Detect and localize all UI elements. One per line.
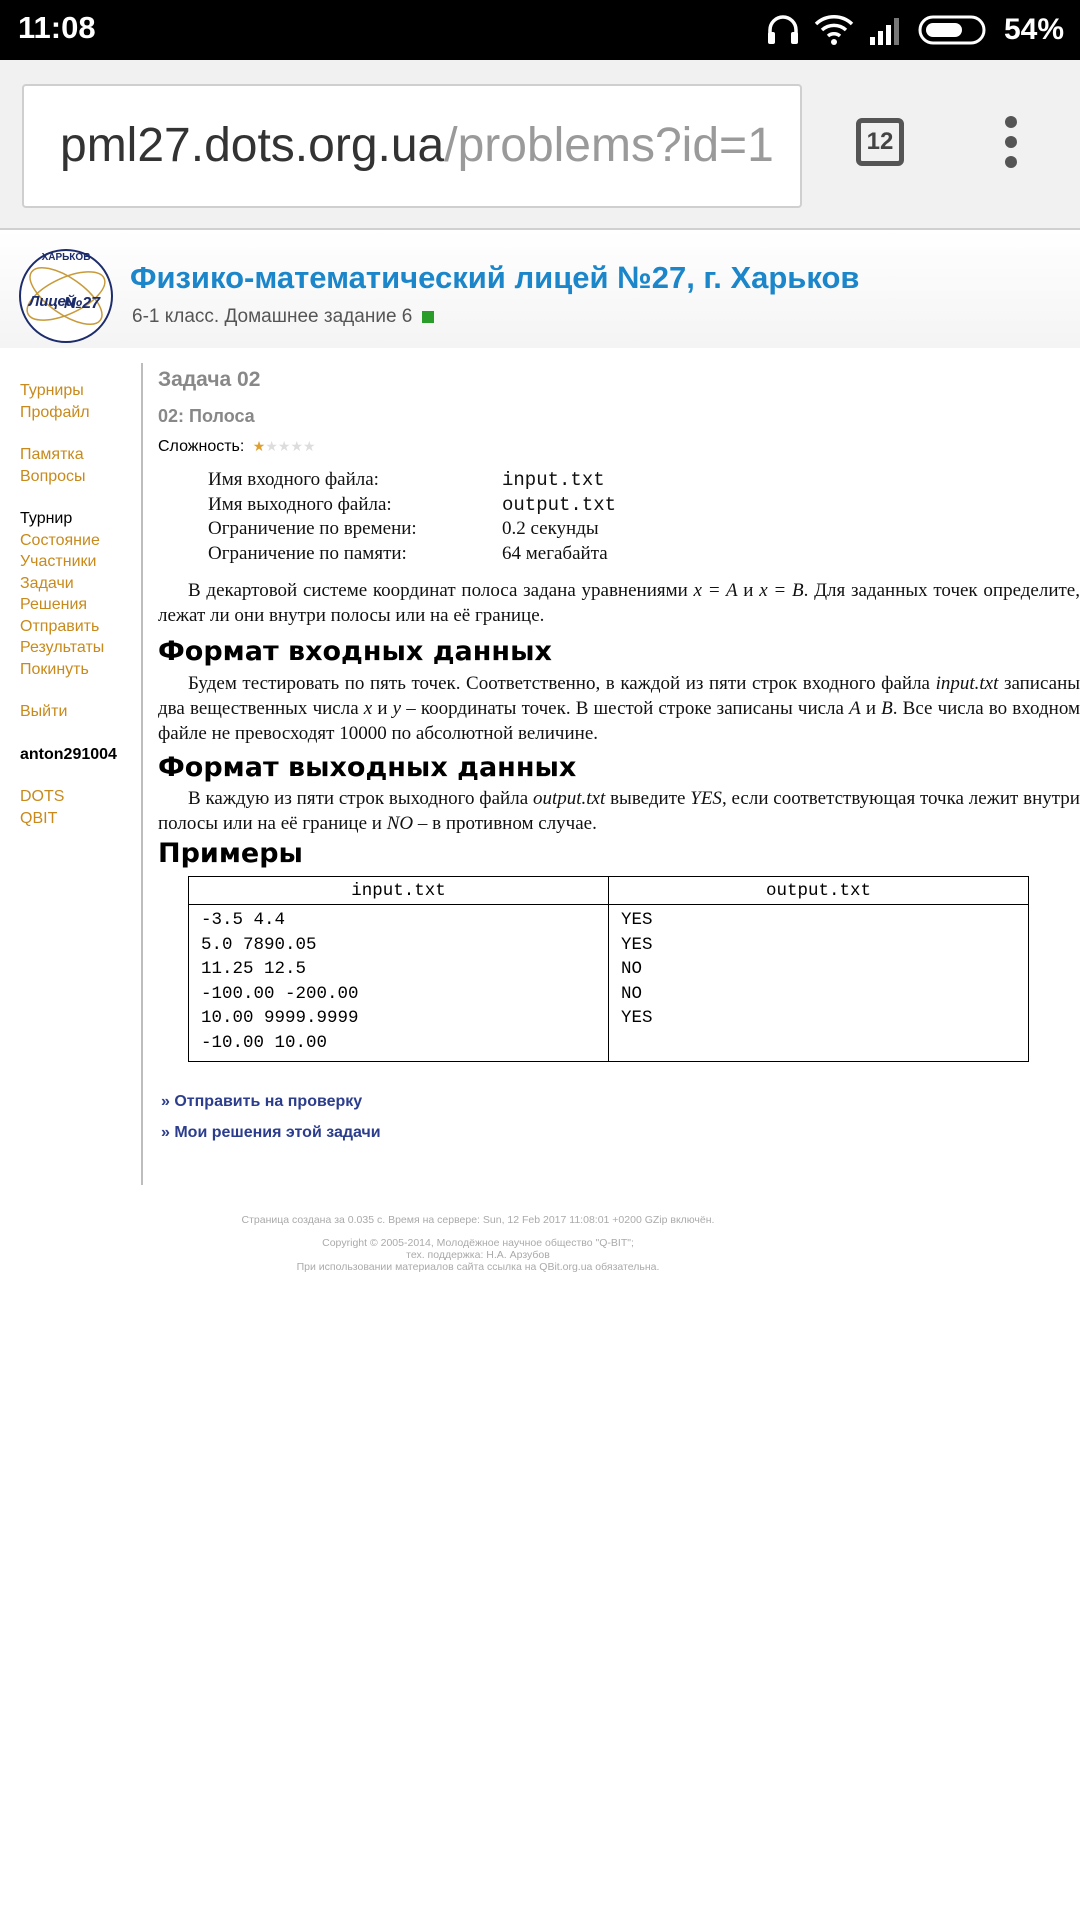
problem-title: Задача 02 bbox=[158, 368, 261, 391]
tab-switcher-button[interactable]: 12 bbox=[856, 118, 904, 166]
param-key: Имя входного файла: bbox=[208, 469, 379, 490]
sidebar-item-problems[interactable]: Задачи bbox=[20, 574, 74, 592]
examples-header-input: input.txt bbox=[189, 877, 609, 905]
table-row bbox=[189, 905, 1029, 1062]
battery-icon bbox=[918, 14, 990, 46]
battery-percent: 54% bbox=[1003, 13, 1064, 46]
sidebar-item-profile[interactable]: Профайл bbox=[20, 403, 90, 421]
output-format-heading: Формат выходных данных bbox=[158, 752, 577, 783]
param-key: Ограничение по памяти: bbox=[208, 542, 407, 564]
submit-solution-link[interactable]: » Отправить на проверку bbox=[161, 1093, 363, 1110]
sidebar-item-participants[interactable]: Участники bbox=[20, 553, 97, 570]
logo-top-text: ХАРЬКОВ bbox=[41, 252, 91, 263]
param-value: output.txt bbox=[502, 493, 617, 516]
param-value: 64 мегабайта bbox=[502, 542, 608, 564]
input-format-heading: Формат входных данных bbox=[158, 636, 552, 667]
logo-main-text: Лицей bbox=[28, 293, 76, 310]
signal-icon bbox=[868, 15, 904, 45]
sidebar-item-questions[interactable]: Вопросы bbox=[20, 467, 86, 485]
sidebar-item-status[interactable]: Состояние bbox=[20, 531, 100, 549]
examples-input-cell: -3.5 4.4 5.0 7890.05 11.25 12.5 -100.00 -200.00 10.00 9999.9999 -10.00 10.00 bbox=[189, 905, 609, 1062]
param-value: 0.2 секунды bbox=[502, 518, 599, 539]
sidebar-item-logout[interactable]: Выйти bbox=[20, 703, 68, 720]
param-row bbox=[208, 468, 702, 493]
problem-statement: В декартовой системе координат полоса задана уравнениями x = A и x = B. Для заданных точек определите, лежат ли они внутри полосы или на её границе. bbox=[158, 580, 1080, 626]
sidebar-item-memo[interactable]: Памятка bbox=[20, 446, 84, 463]
overflow-menu-icon[interactable] bbox=[1000, 116, 1022, 172]
examples-heading: Примеры bbox=[158, 838, 303, 869]
star-empty-icon: ★ bbox=[277, 438, 291, 454]
param-row bbox=[208, 493, 702, 518]
sidebar-item-tournaments[interactable]: Турниры bbox=[20, 382, 84, 399]
status-icons bbox=[766, 8, 1064, 52]
footer-notice: При использовании материалов сайта ссылка на QBit.org.ua обязательна. bbox=[296, 1261, 660, 1273]
sidebar-item-submit[interactable]: Отправить bbox=[20, 617, 100, 635]
logo-number-text: №27 bbox=[63, 295, 101, 312]
contest-name: 6-1 класс. Домашнее задание 6 bbox=[132, 306, 413, 327]
sidebar-nav bbox=[20, 380, 140, 829]
sidebar-item-results[interactable]: Результаты bbox=[20, 639, 105, 656]
difficulty-stars bbox=[253, 438, 316, 456]
difficulty-rating bbox=[158, 438, 316, 456]
difficulty-label: Сложность: bbox=[158, 438, 245, 456]
param-row bbox=[208, 517, 702, 542]
wifi-icon bbox=[814, 14, 854, 46]
sidebar-divider bbox=[141, 363, 143, 1185]
lyceum-logo[interactable] bbox=[16, 244, 116, 344]
footer-copyright: Copyright © 2005-2014, Молодёжное научное общество "Q-BIT"; bbox=[322, 1237, 634, 1249]
sidebar-tournament-heading: Турнир bbox=[20, 510, 73, 527]
sidebar-username: anton291004 bbox=[20, 745, 117, 763]
url-bar[interactable] bbox=[22, 84, 802, 208]
param-value: input.txt bbox=[502, 469, 605, 491]
star-filled-icon: ★ bbox=[252, 438, 266, 454]
problem-params bbox=[208, 468, 702, 566]
sidebar-item-solutions[interactable]: Решения bbox=[20, 596, 88, 613]
star-empty-icon: ★ bbox=[303, 438, 316, 454]
my-solutions-link[interactable]: » Мои решения этой задачи bbox=[161, 1124, 381, 1141]
problem-subtitle: 02: Полоса bbox=[158, 406, 255, 426]
input-format-text: Будем тестировать по пять точек. Соответственно, в каждой из пяти строк входного файла input.txt записаны два вещественных числа x и y – координаты точек. В шестой строке записаны числа A и B. Все числа во входном файле не превосходят 10000 по абсолютной величине. bbox=[158, 673, 1080, 744]
status-time: 11:08 bbox=[18, 10, 96, 45]
contest-subtitle bbox=[132, 306, 434, 328]
url-text bbox=[60, 120, 774, 172]
url-path: /problems?id=1 bbox=[444, 119, 774, 172]
footer-timing: Страница создана за 0.035 с. Время на сервере: Sun, 12 Feb 2017 11:08:01 +0200 GZip включён. bbox=[241, 1214, 715, 1226]
param-key: Имя выходного файла: bbox=[208, 493, 392, 515]
status-bar bbox=[0, 0, 1080, 60]
sidebar-item-leave[interactable]: Покинуть bbox=[20, 660, 89, 678]
url-host: pml27.dots.org.ua bbox=[60, 119, 445, 172]
headphones-icon bbox=[766, 14, 800, 46]
site-title[interactable]: Физико-математический лицей №27, г. Харьков bbox=[130, 260, 860, 295]
browser-toolbar bbox=[0, 60, 1080, 230]
star-empty-icon: ★ bbox=[265, 438, 278, 454]
examples-output-cell: YES YES NO NO YES bbox=[609, 905, 1029, 1062]
exit-icon[interactable] bbox=[422, 311, 434, 323]
output-format-text: В каждую из пяти строк выходного файла output.txt выведите YES, если соответствующая точка лежит внутри полосы или на её границе и NO – в противном случае. bbox=[158, 788, 1080, 834]
star-empty-icon: ★ bbox=[290, 438, 304, 454]
sidebar-item-qbit[interactable]: QBIT bbox=[20, 809, 58, 827]
param-row bbox=[208, 542, 702, 567]
site-header bbox=[0, 230, 1080, 348]
param-key: Ограничение по времени: bbox=[208, 518, 417, 539]
footer-support: тех. поддержка: Н.А. Арзубов bbox=[406, 1249, 550, 1261]
examples-header-output: output.txt bbox=[609, 877, 1029, 905]
sidebar-item-dots[interactable]: DOTS bbox=[20, 788, 65, 805]
examples-table bbox=[188, 876, 1029, 1062]
